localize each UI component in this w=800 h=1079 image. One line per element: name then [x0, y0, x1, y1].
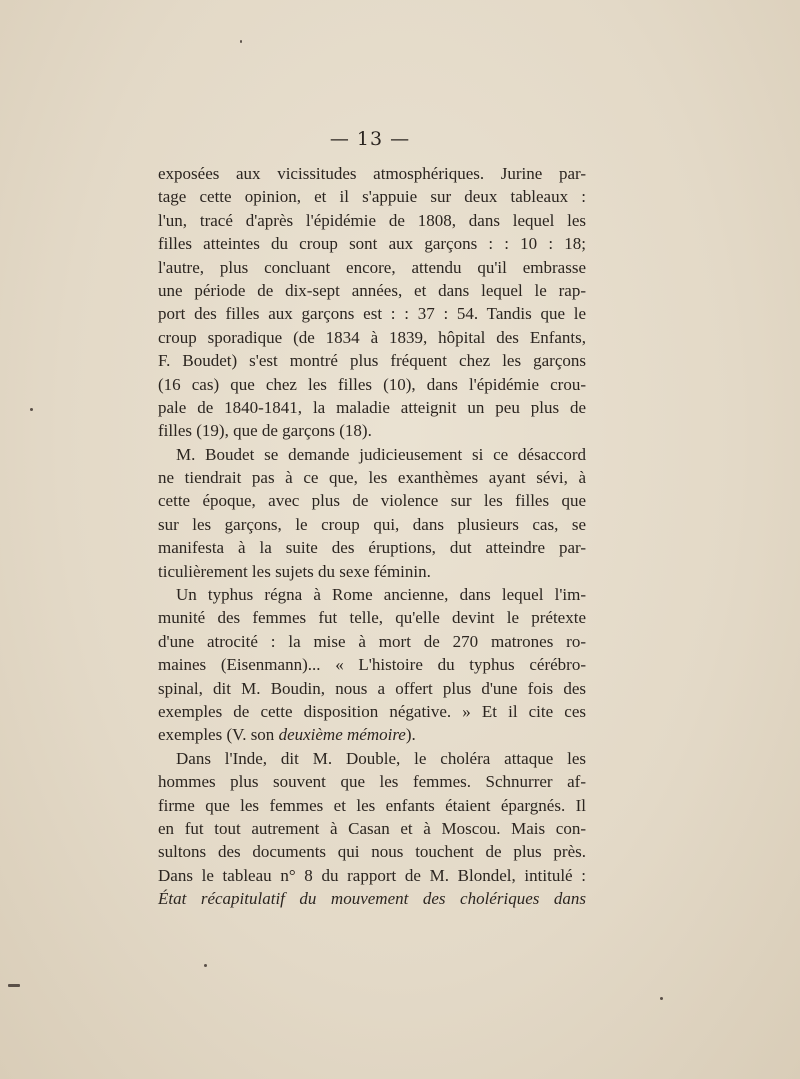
- text-line: tage cette opinion, et il s'appuie sur deux tableaux :: [158, 187, 586, 207]
- text-line: Un typhus régna à Rome ancienne, dans lequel l'im-: [176, 585, 586, 605]
- text-line: port des filles aux garçons est : : 37 : 54. Tandis que le: [158, 304, 586, 324]
- text-line: F. Boudet) s'est montré plus fréquent chez les garçons: [158, 351, 586, 371]
- body-text: [158, 162, 586, 911]
- text-line: une période de dix-sept années, et dans lequel le rap-: [158, 280, 586, 300]
- text-line: manifesta à la suite des éruptions, dut atteindre par-: [158, 538, 586, 558]
- text-line: d'une atrocité : la mise à mort de 270 matrones ro-: [158, 631, 586, 651]
- text-line: exposées aux vicissitudes atmosphériques. Jurine par-: [158, 164, 586, 183]
- text-line: firme que les femmes et les enfants étaient épargnés. Il: [158, 795, 586, 815]
- paper-speck: [660, 997, 663, 1000]
- text-line: l'un, tracé d'après l'épidémie de 1808, dans lequel les: [158, 210, 586, 230]
- text-line: l'autre, plus concluant encore, attendu qu'il embrasse: [158, 257, 586, 277]
- text-line: ticulièrement les sujets du sexe féminin.: [158, 561, 431, 581]
- text-line: en fut tout autrement à Casan et à Moscou. Mais con-: [158, 818, 586, 838]
- paper-speck: [204, 964, 207, 967]
- text-line: spinal, dit M. Boudin, nous a offert plus d'une fois des: [158, 678, 586, 698]
- text-line: (16 cas) que chez les filles (10), dans l'épidémie crou-: [158, 374, 586, 394]
- text-line: exemples (V. son deuxième mémoire).: [158, 725, 416, 745]
- text-line: filles (19), que de garçons (18).: [158, 421, 372, 441]
- text-line: sultons des documents qui nous touchent de plus près.: [158, 842, 586, 862]
- text-line: M. Boudet se demande judicieusement si ce désaccord: [176, 444, 586, 464]
- text-line: ne tiendrait pas à ce que, les exanthèmes ayant sévi, à: [158, 468, 586, 488]
- text-line: munité des femmes fut telle, qu'elle devint le prétexte: [158, 608, 586, 628]
- italic-title: deuxième mémoire: [278, 725, 406, 745]
- text-line: Dans l'Inde, dit M. Double, le choléra attaque les: [176, 748, 586, 768]
- paper-speck: [8, 984, 20, 987]
- text-line: filles atteintes du croup sont aux garçons : : 10 : 18;: [158, 234, 586, 254]
- italic-title: État récapitulatif du mouvement des cholériques dans: [158, 889, 586, 909]
- text-line: sur les garçons, le croup qui, dans plusieurs cas, se: [158, 514, 586, 534]
- text-line: [158, 887, 586, 910]
- text-line: pale de 1840-1841, la maladie atteignit un peu plus de: [158, 397, 586, 417]
- paper-speck: [240, 40, 242, 43]
- paper-speck: [30, 408, 33, 411]
- text-line: hommes plus souvent que les femmes. Schnurrer af-: [158, 772, 586, 792]
- text-line: Dans le tableau n° 8 du rapport de M. Blondel, intitulé :: [158, 865, 586, 885]
- text-line: exemples de cette disposition négative. » Et il cite ces: [158, 701, 586, 721]
- text-line: maines (Eisenmann)... « L'histoire du typhus cérébro-: [158, 655, 586, 675]
- page-number: — 13 —: [329, 128, 411, 150]
- text-line: croup sporadique (de 1834 à 1839, hôpital des Enfants,: [158, 327, 586, 347]
- text-line: cette époque, avec plus de violence sur les filles que: [158, 491, 586, 511]
